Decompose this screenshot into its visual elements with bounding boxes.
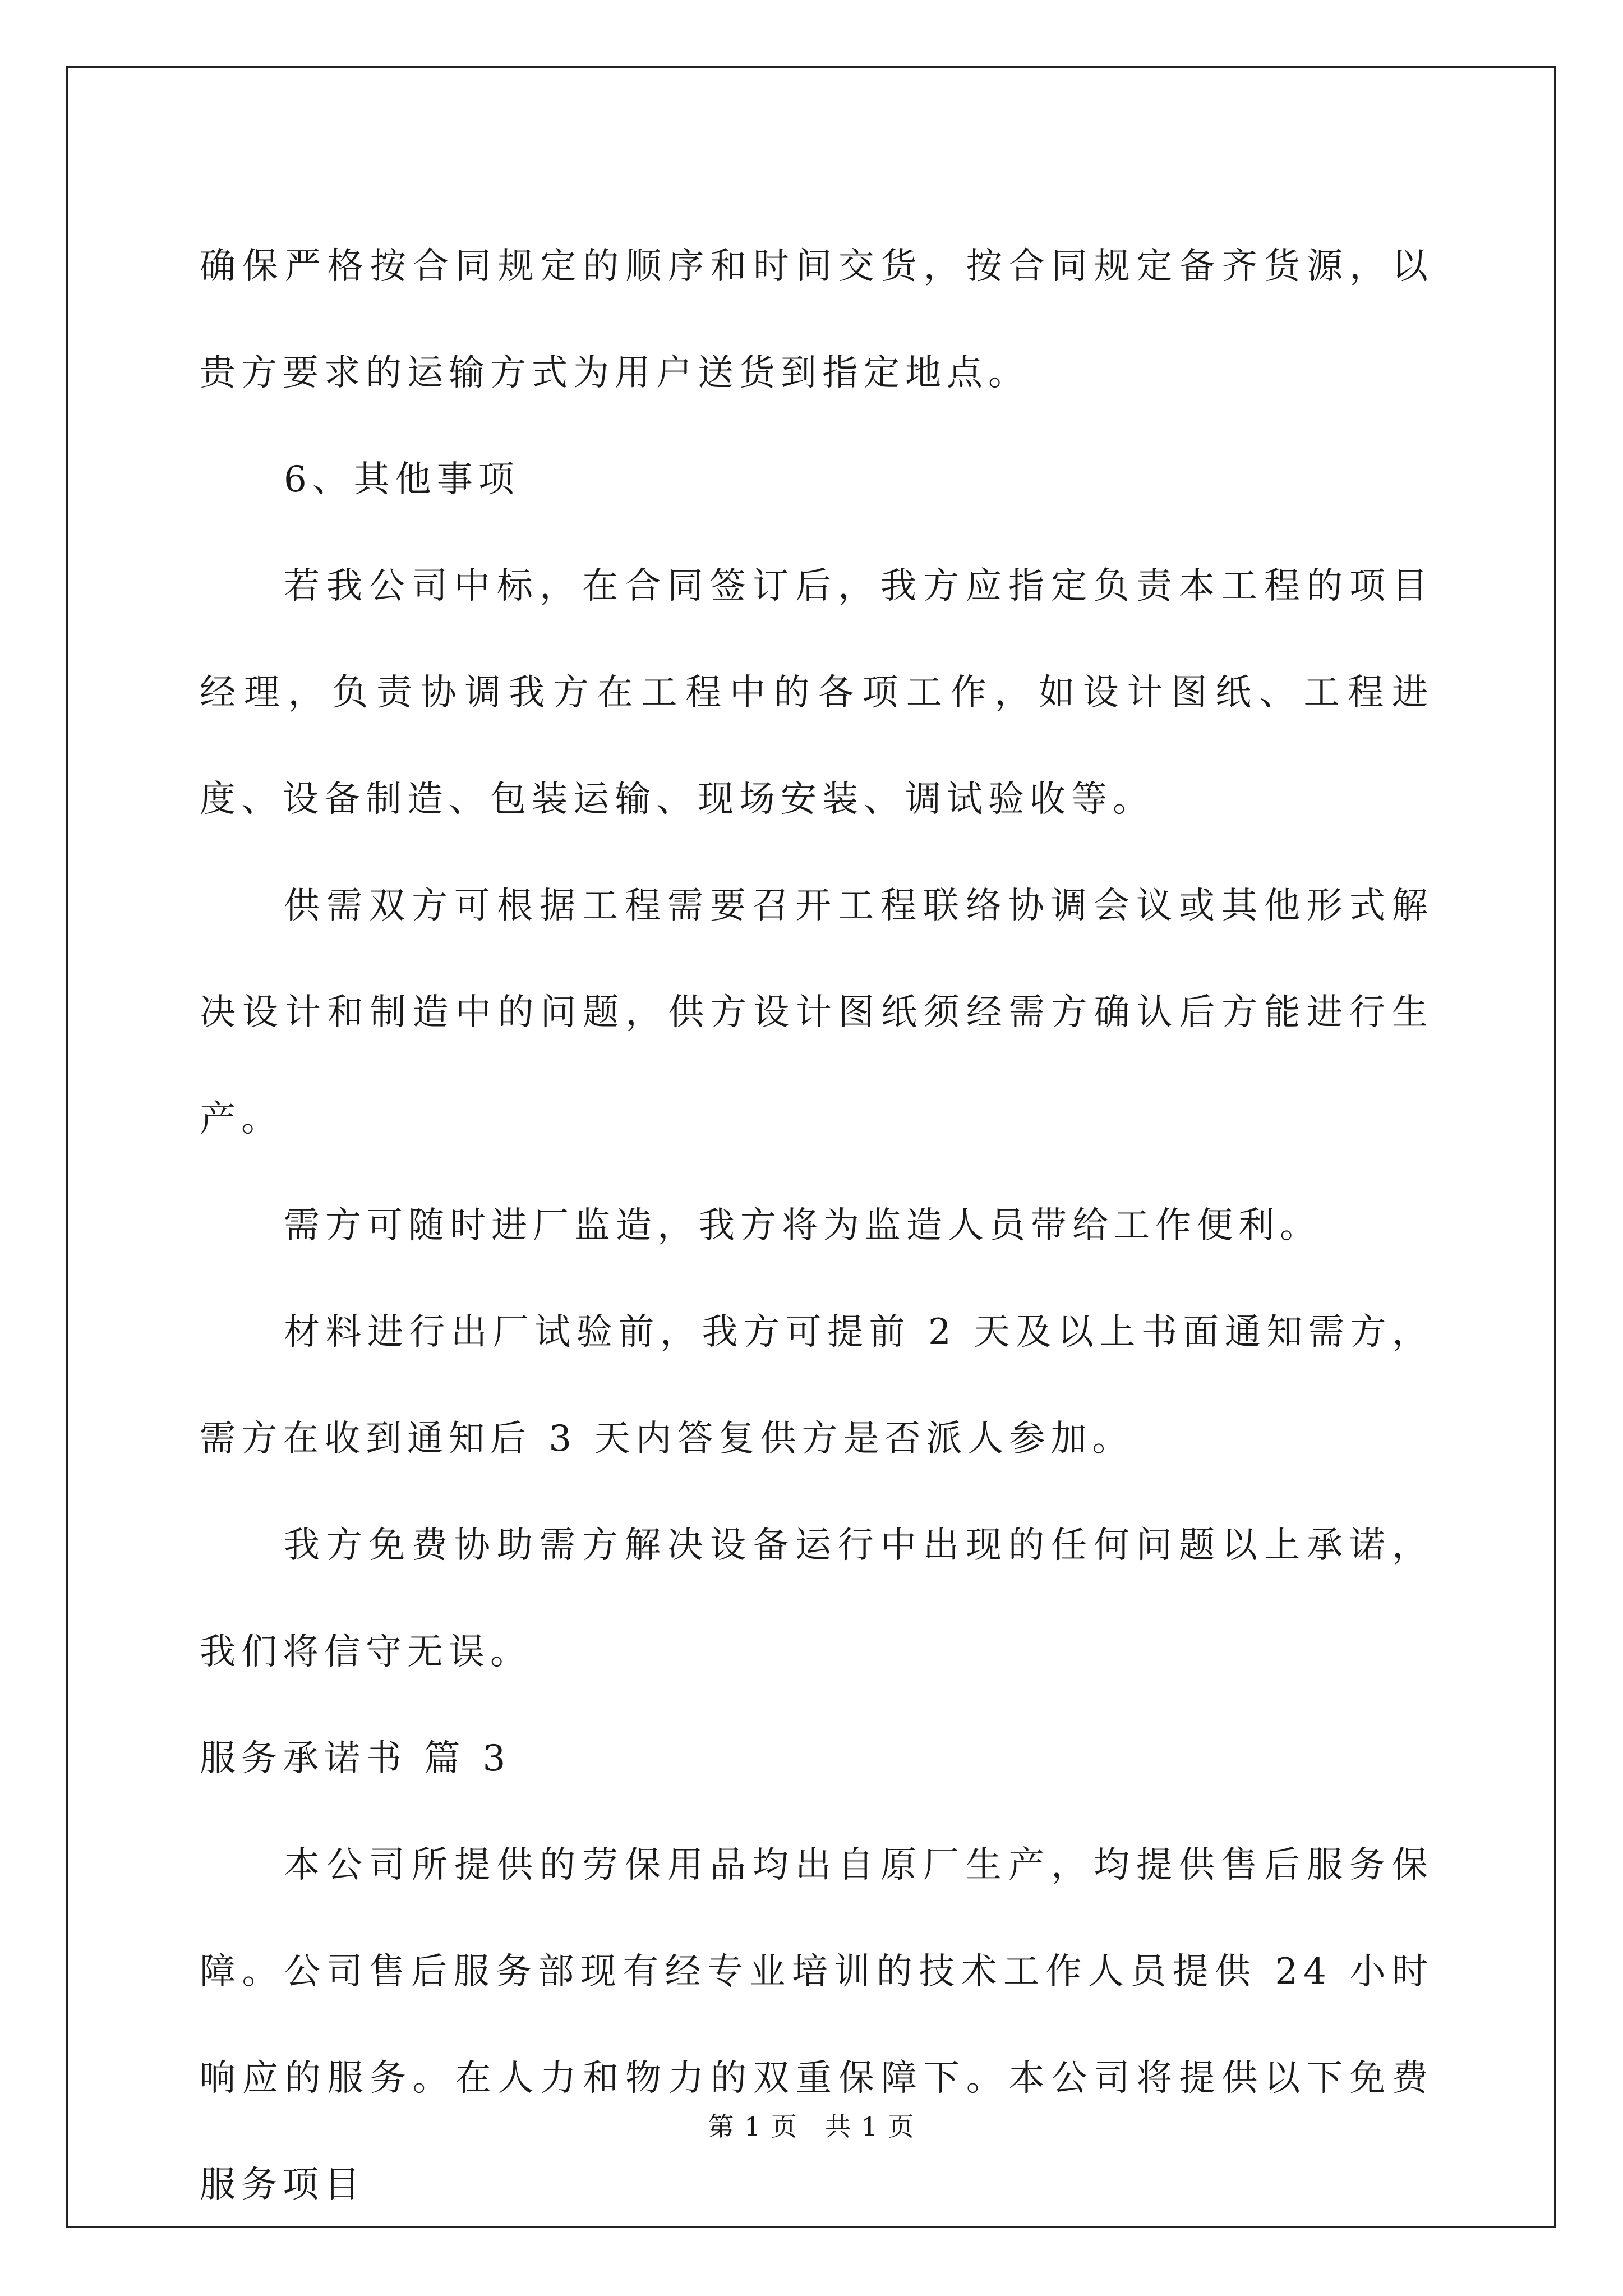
- document-body: [200, 213, 1433, 2238]
- paragraph: 供需双方可根据工程需要召开工程联络协调会议或其他形式解决设计和制造中的问题，供方设计图纸须经需方确认后方能进行生产。: [200, 885, 1433, 1140]
- paragraph: 本公司所提供的劳保用品均出自原厂生产，均提供售后服务保障。公司售后服务部现有经专业培训的技术工作人员提供 24 小时响应的服务。在人力和物力的双重保障下。本公司将提供以下免费服务项目: [200, 1844, 1433, 2206]
- paragraph: 若我公司中标，在合同签订后，我方应指定负责本工程的项目经理，负责协调我方在工程中的各项工作，如设计图纸、工程进度、设备制造、包装运输、现场安装、调试验收等。: [200, 565, 1433, 820]
- paragraph: 材料进行出厂试验前，我方可提前 2 天及以上书面通知需方，需方在收到通知后 3 天内答复供方是否派人参加。: [200, 1312, 1433, 1460]
- paragraph: 确保严格按合同规定的顺序和时间交货，按合同规定备齐货源，以贵方要求的运输方式为用户送货到指定地点。: [200, 246, 1433, 394]
- section-title: 服务承诺书 篇 3: [200, 1738, 511, 1779]
- paragraph: 我方免费协助需方解决设备运行中出现的任何问题以上承诺，我们将信守无误。: [200, 1525, 1433, 1673]
- page-number-footer: 第 1 页 共 1 页: [708, 2111, 915, 2142]
- section-heading-other-matters: 6、其他事项: [284, 459, 520, 500]
- paragraph: 需方可随时进厂监造，我方将为监造人员带给工作便利。: [284, 1205, 1321, 1246]
